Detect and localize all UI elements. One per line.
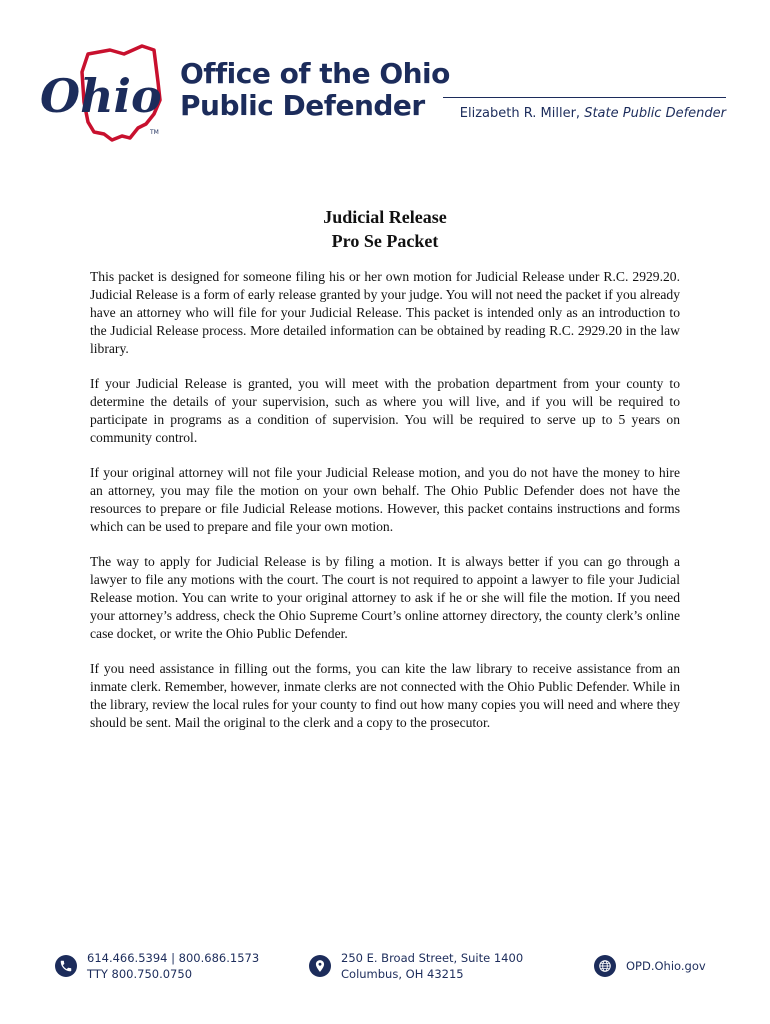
paragraph-assistance: If you need assistance in filling out the forms, you can kite the law library to receive assistance from an inmate clerk. Remember, however, inmate clerks are not connected with the Ohio Public Defender. While in the library, review the local rules for your county to find out how many copies you will need and where they should be sent. Mail the original to the clerk and a copy to the prosecutor.	[90, 661, 680, 730]
org-name-line2: Public Defender	[180, 89, 425, 122]
tty-number: TTY 800.750.0750	[87, 967, 193, 981]
paragraph-intro: This packet is designed for someone filing his or her own motion for Judicial Release under R.C. 2929.20. Judicial Release is a form of early release granted by your judge. You will not need the packet if you already have an attorney who will file for your Judicial Release. This packet is intended only as an introduction to the Judicial Release process. More detailed information can be obtained by reading R.C. 2929.20 in the law library.	[90, 269, 680, 356]
header-divider	[443, 97, 726, 98]
footer-address	[309, 950, 523, 982]
state-defender-line	[460, 106, 726, 121]
paragraph-how-to-apply: The way to apply for Judicial Release is by filing a motion. It is always better if you can go through a lawyer to file any motions with the court. The court is not required to appoint a lawyer to file your Judicial Release motion. You can write to your original attorney to ask if he or she will file the motion. If you need your attorney’s address, check the Ohio Supreme Court’s online attorney directory, the county clerk’s online case docket, or write the Ohio Public Defender.	[90, 554, 680, 641]
org-name-line1: Office of the Ohio	[180, 57, 450, 90]
phone-numbers: 614.466.5394 | 800.686.1573	[87, 951, 260, 965]
document-body	[90, 268, 680, 749]
footer-website[interactable]	[594, 955, 706, 977]
paragraph-granted: If your Judicial Release is granted, you will meet with the probation department from your county to determine the details of your supervision, such as where you will live, and if you will be required to participate in programs as a condition of supervision. You will be required to serve up to 5 years on community control.	[90, 376, 680, 445]
logo-wordmark: Ohio	[40, 69, 162, 123]
globe-icon	[594, 955, 616, 977]
ohio-logo	[38, 42, 168, 142]
city-state-zip: Columbus, OH 43215	[341, 967, 464, 981]
ohio-state-outline-logo	[38, 42, 168, 142]
defender-name: Elizabeth R. Miller,	[459, 106, 581, 121]
street-address: 250 E. Broad Street, Suite 1400	[341, 951, 524, 965]
defender-title: State Public Defender	[584, 106, 726, 121]
svg-text:TM: TM	[150, 129, 159, 136]
footer-phone	[55, 950, 259, 982]
phone-icon	[55, 955, 77, 977]
document-title: Judicial Release	[323, 207, 447, 227]
footer	[0, 950, 770, 990]
location-pin-icon	[309, 955, 331, 977]
organization-name	[180, 58, 450, 122]
document-subtitle: Pro Se Packet	[331, 231, 439, 251]
website-link[interactable]: OPD.Ohio.gov	[626, 959, 706, 973]
paragraph-own-behalf: If your original attorney will not file your Judicial Release motion, and you do not have the money to hire an attorney, you may file the motion on your own behalf. The Ohio Public Defender does not have the resources to prepare or file Judicial Release motions. However, this packet contains instructions and forms which can be used to prepare and file your own motion.	[90, 465, 680, 534]
